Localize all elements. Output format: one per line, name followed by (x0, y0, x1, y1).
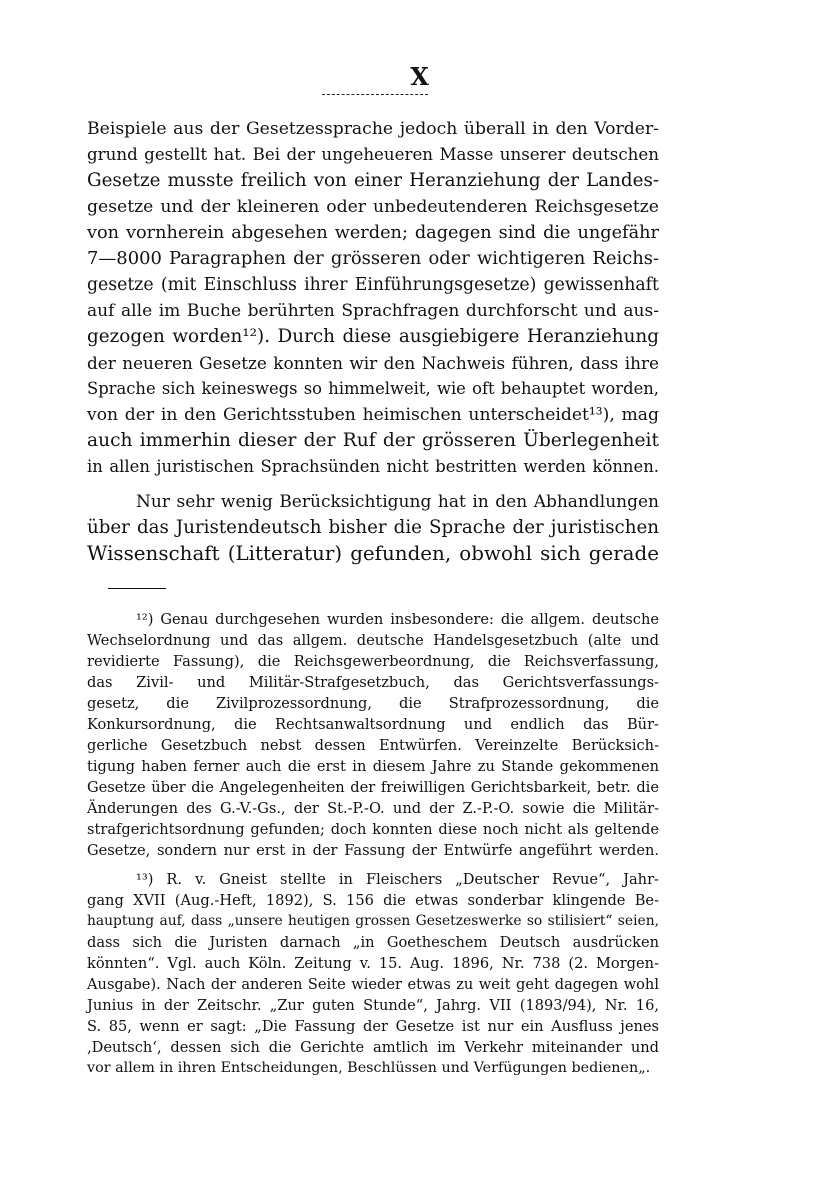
page-number: X (410, 62, 430, 91)
body-line: gesetze und der kleineren oder unbedeutenderen Reichsgesetze (87, 197, 659, 217)
body-line: Sprache sich keineswegs so himmelweit, wie oft behauptet worden, (87, 379, 659, 398)
body-line: Wissenschaft (Litteratur) gefunden, obwohl sich gerade (87, 542, 659, 565)
body-line: auf alle im Buche berührten Sprachfragen durchforscht und aus- (87, 301, 659, 321)
body-line: gesetze (mit Einschluss ihrer Einführungsgesetze) gewissenhaft (87, 275, 659, 295)
footnote-line: S. 85, wenn er sagt: „Die Fassung der Gesetze ist nur ein Ausfluss jenes (87, 1018, 659, 1035)
footnote-line: Gesetze, sondern nur erst in der Fassung der Entwürfe angeführt werden. (87, 842, 659, 859)
footnote-line: strafgerichtsordnung gefunden; doch konnten diese noch nicht als geltende (87, 821, 659, 838)
footnote-line: vor allem in ihren Entscheidungen, Beschlüssen und Verfügungen bedienen„. (87, 1060, 651, 1076)
footnote-line: Konkursordnung, die Rechtsanwaltsordnung und endlich das Bür- (87, 716, 659, 733)
footnote-line: Gesetze über die Angelegenheiten der freiwilligen Gerichtsbarkeit, betr. die (87, 779, 659, 796)
footnote-line: Änderungen des G.-V.-Gs., der St.-P.-O. und der Z.-P.-O. sowie die Militär- (87, 800, 659, 817)
footnote-line: dass sich die Juristen darnach „in Goetheschem Deutsch ausdrücken (87, 934, 659, 951)
footnote-line: hauptung auf, dass „unsere heutigen grossen Gesetzeswerke so stilisiert“ seien, (87, 913, 659, 929)
body-line: 7—8000 Paragraphen der grösseren oder wichtigeren Reichs- (87, 248, 659, 269)
body-line: Beispiele aus der Gesetzessprache jedoch überall in den Vorder- (87, 119, 659, 139)
footnote-line: gesetz, die Zivilprozessordnung, die Strafprozessordnung, die (87, 695, 659, 712)
footnote-separator (108, 588, 166, 589)
body-line: von vornherein abgesehen werden; dagegen sind die ungefähr (87, 223, 659, 243)
header-rule (322, 94, 428, 95)
footnote-line: revidierte Fassung), die Reichsgewerbeordnung, die Reichsverfassung, (87, 653, 659, 670)
body-line: Nur sehr wenig Berücksichtigung hat in den Abhandlungen (136, 492, 659, 512)
footnote-line: ¹³) R. v. Gneist stellte in Fleischers „Deutscher Revue“, Jahr- (136, 871, 659, 888)
body-line: von der in den Gerichtsstuben heimischen unterscheidet¹³), mag (87, 405, 659, 425)
body-line: über das Juristendeutsch bisher die Sprache der juristischen (87, 517, 659, 538)
body-line: auch immerhin dieser der Ruf der grösseren Überlegenheit (87, 430, 659, 451)
body-line: gezogen worden¹²). Durch diese ausgiebigere Heranziehung (87, 326, 659, 347)
footnote-line: ‚Deutsch‘, dessen sich die Gerichte amtlich im Verkehr miteinander und (87, 1039, 659, 1056)
body-line: der neueren Gesetze konnten wir den Nachweis führen, dass ihre (87, 353, 659, 373)
footnote-line: Junius in der Zeitschr. „Zur guten Stunde“, Jahrg. VII (1893/94), Nr. 16, (87, 997, 659, 1014)
body-line: grund gestellt hat. Bei der ungeheueren Masse unserer deutschen (87, 145, 659, 164)
footnote-line: Wechselordnung und das allgem. deutsche Handelsgesetzbuch (alte und (87, 632, 659, 649)
footnote-line: gang XVII (Aug.-Heft, 1892), S. 156 die etwas sonderbar klingende Be- (87, 892, 659, 909)
footnote-line: gerliche Gesetzbuch nebst dessen Entwürfen. Vereinzelte Berücksich- (87, 737, 659, 754)
footnote-line: könnten“. Vgl. auch Köln. Zeitung v. 15. Aug. 1896, Nr. 738 (2. Morgen- (87, 955, 659, 972)
footnote-line: ¹²) Genau durchgesehen wurden insbesondere: die allgem. deutsche (136, 611, 659, 628)
footnote-line: Ausgabe). Nach der anderen Seite wieder etwas zu weit geht dagegen wohl (87, 976, 659, 993)
footnote-line: tigung haben ferner auch die erst in diesem Jahre zu Stande gekommenen (87, 758, 659, 775)
body-line: in allen juristischen Sprachsünden nicht bestritten werden können. (87, 457, 659, 476)
body-line: Gesetze musste freilich von einer Heranziehung der Landes- (87, 170, 659, 191)
footnote-line: das Zivil- und Militär-Strafgesetzbuch, das Gerichtsverfassungs- (87, 674, 659, 691)
